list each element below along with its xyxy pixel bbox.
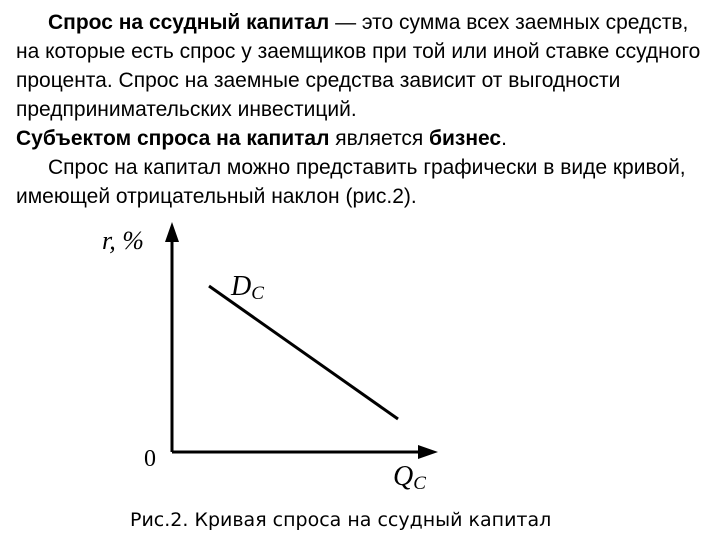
y-axis-label: r, % — [102, 226, 144, 255]
y-axis-arrow-icon — [165, 222, 179, 242]
x-axis-label — [393, 461, 426, 494]
term-business: бизнес — [429, 127, 502, 150]
curve-label — [230, 271, 264, 304]
term-loan-capital-demand: Спрос на ссудный капитал — [48, 11, 330, 34]
x-axis-label-sub: C — [413, 473, 426, 494]
definition-text: — это сумма всех заемных средств, на которые есть спрос у заемщиков при той или иной ставке ссудного процента. Спрос на заемные средства зависит от выгодности предпринимательских инвестиций. — [16, 11, 701, 121]
x-axis-arrow-icon — [418, 445, 438, 459]
curve-label-sub: C — [251, 283, 264, 304]
x-axis-label-main: Q — [393, 461, 414, 492]
demand-curve-line — [209, 286, 398, 419]
figure-caption: Рис.2. Кривая спроса на ссудный капитал — [130, 509, 552, 531]
curve-label-main: D — [231, 271, 252, 302]
subject-connector: является — [329, 127, 430, 150]
term-demand-subject: Субъектом спроса на капитал — [16, 127, 330, 150]
subject-period: . — [501, 127, 507, 150]
origin-label: 0 — [144, 446, 156, 472]
paragraph-graph-intro: Спрос на капитал можно представить графически в виде кривой, имеющей отрицательный наклон (рис.2). — [16, 156, 686, 208]
